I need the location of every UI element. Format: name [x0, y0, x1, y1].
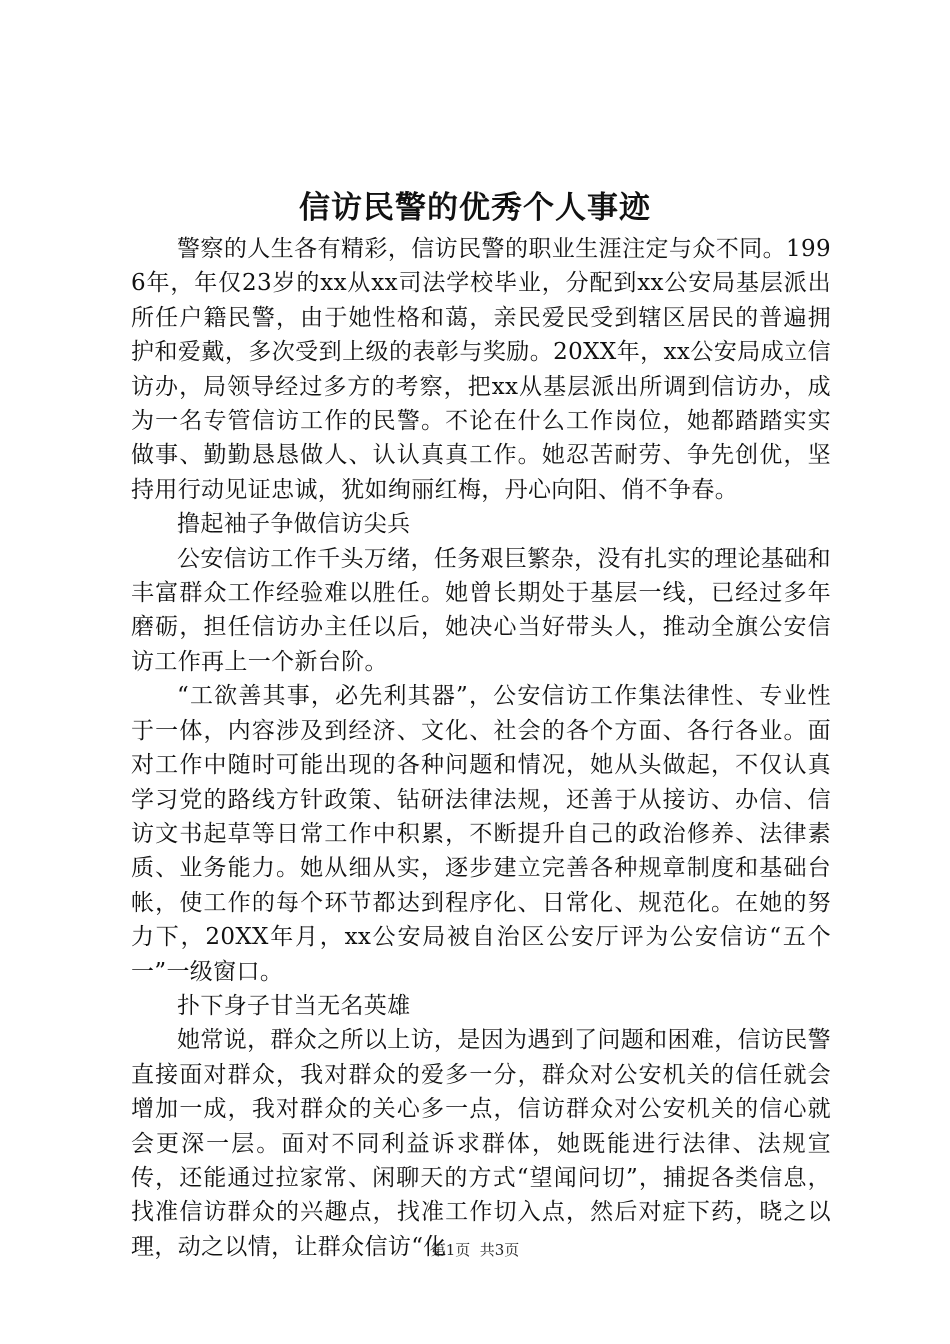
section-heading-2: 扑下身子甘当无名英雄: [177, 992, 411, 1019]
page-footer: [0, 1240, 950, 1260]
page-number: 第1页 共3页: [430, 1241, 520, 1259]
document-title: 信访民警的优秀个人事迹: [299, 190, 651, 226]
document-body: [131, 232, 831, 1264]
section-heading-1: 撸起袖子争做信访尖兵: [177, 511, 411, 538]
paragraph-intro: 警察的人生各有精彩，信访民警的职业生涯注定与众不同。1996年，年仅23岁的xx从xx司法学校毕业，分配到xx公安局基层派出所任户籍民警，由于她性格和蔼，亲民爱民受到辖区居民的普遍拥护和爱戴，多次受到上级的表彰与奖励。20XX年，xx公安局成立信访办，局领导经过多方的考察，把xx从基层派出所调到信访办，成为一名专管信访工作的民警。不论在什么工作岗位，她都踏踏实实做事、勤勤恳恳做人、认认真真工作。她忍苦耐劳、争先创优，坚持用行动见证忠诚，犹如绚丽红梅，丹心向阳、俏不争春。: [131, 236, 831, 503]
paragraph-section2-1: 她常说，群众之所以上访，是因为遇到了问题和困难，信访民警直接面对群众，我对群众的爱多一分，群众对公安机关的信任就会增加一成，我对群众的关心多一点，信访群众对公安机关的信心就会更深一层。面对不同利益诉求群体，她既能进行法律、法规宣传，还能通过拉家常、闲聊天的方式“望闻问切”，捕捉各类信息，找准信访群众的兴趣点，找准工作切入点，然后对症下药，晓之以理，动之以情，让群众信访“化: [131, 1027, 831, 1260]
paragraph-section1-1: 公安信访工作千头万绪，任务艰巨繁杂，没有扎实的理论基础和丰富群众工作经验难以胜任。她曾长期处于基层一线，已经过多年磨砺，担任信访办主任以后，她决心当好带头人，推动全旗公安信访工作再上一个新台阶。: [131, 545, 831, 675]
paragraph-section1-2: “工欲善其事，必先利其器”，公安信访工作集法律性、专业性于一体，内容涉及到经济、文化、社会的各个方面、各行各业。面对工作中随时可能出现的各种问题和情况，她从头做起，不仅认真学习党的路线方针政策、钻研法律法规，还善于从接访、办信、信访文书起草等日常工作中积累，不断提升自己的政治修养、法律素质、业务能力。她从细从实，逐步建立完善各种规章制度和基础台帐，使工作的每个环节都达到程序化、日常化、规范化。在她的努力下，20XX年月，xx公安局被自治区公安厅评为公安信访“五个一”一级窗口。: [131, 683, 831, 985]
